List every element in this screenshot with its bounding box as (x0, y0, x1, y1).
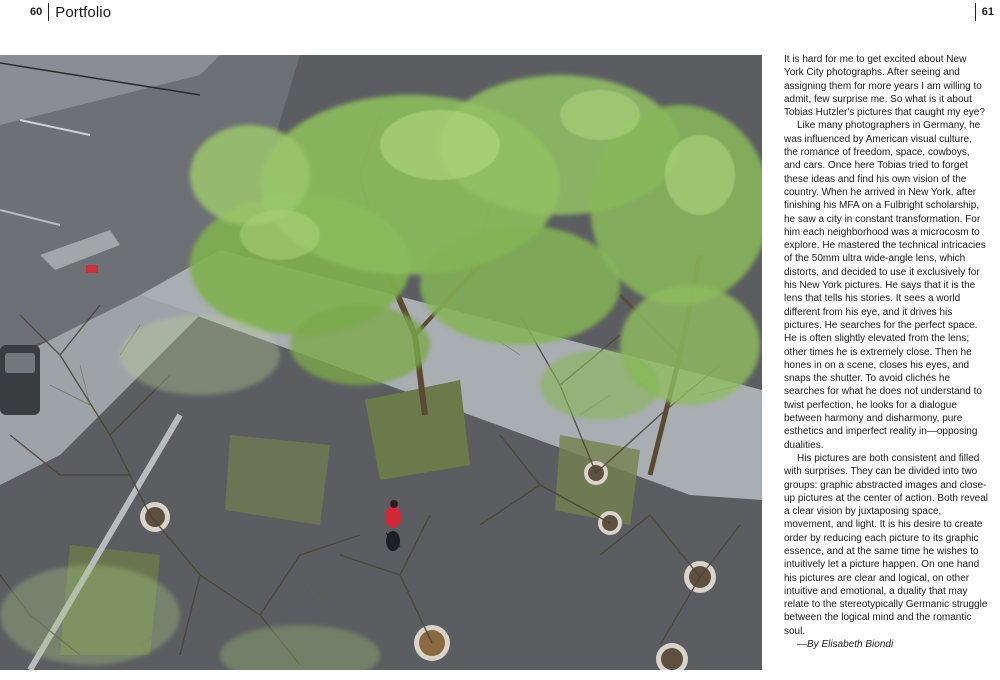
article-column (784, 53, 988, 651)
section-title: Portfolio (55, 3, 112, 21)
red-jacket (385, 506, 401, 528)
right-page-number: 61 (981, 6, 994, 18)
article-paragraph: His pictures are both consistent and filled with surprises. They can be divided into two groups: graphic abstracted images and close-up pictures at the center of action. Both reveal a clear vision by juxtaposing space, movement, and light. It is his desire to create order by reducing each picture to its graphic essence, and at the same time he wishes to intuitively let a picture happen. On one hand his pictures are clear and logical, on other intuitive and emotional, a duality that may relate to the stereotypically Germanic struggle between the logical mind and the romantic soul. (784, 452, 989, 637)
byline: —By Elisabeth Biondi (797, 639, 894, 651)
right-page-header (975, 0, 1000, 24)
street-sign (86, 265, 98, 273)
photo-illustration (0, 55, 762, 670)
article-paragraph: It is hard for me to get excited about New York City photographs. After seeing and assigning them for more years I am willing to admit, few surprise me. So what is it about Tobias Hutzler's pictures that caught my eye? (784, 54, 985, 119)
street-photograph (0, 55, 762, 670)
left-page-number: 60 (30, 6, 43, 18)
planting-bed-2 (225, 435, 330, 525)
article-paragraph: Like many photographers in Germany, he was influenced by American visual culture, the romance of freedom, space, cowboys, and cars. Once here Tobias tried to forget these ideas and find his own vision of the country. When he arrived in New York, after finishing his MFA on a Fulbright scholarship, he saw a city in constant transformation. For him each neighborhood was a microcosm to explore. He mastered the technical intricacies of the 50mm ultra wide-angle lens, which distorts, and decided to use it exclusively for his New York pictures. He says that it is the lens that tells his stories. It sees a world different from his eye, and it drives his pictures. He searches for the perfect space. He is often slightly elevated from the lens; other times he is extremely close. Then he hones in on a scene, closes his eyes, and snaps the shutter. To avoid clichés he searches for what he does not understand to twist perfection, he looks for a dialogue between harmony and disharmony, pure esthetics and imperfect reality in—opposing dualities. (784, 120, 986, 451)
left-page-header (0, 0, 111, 24)
